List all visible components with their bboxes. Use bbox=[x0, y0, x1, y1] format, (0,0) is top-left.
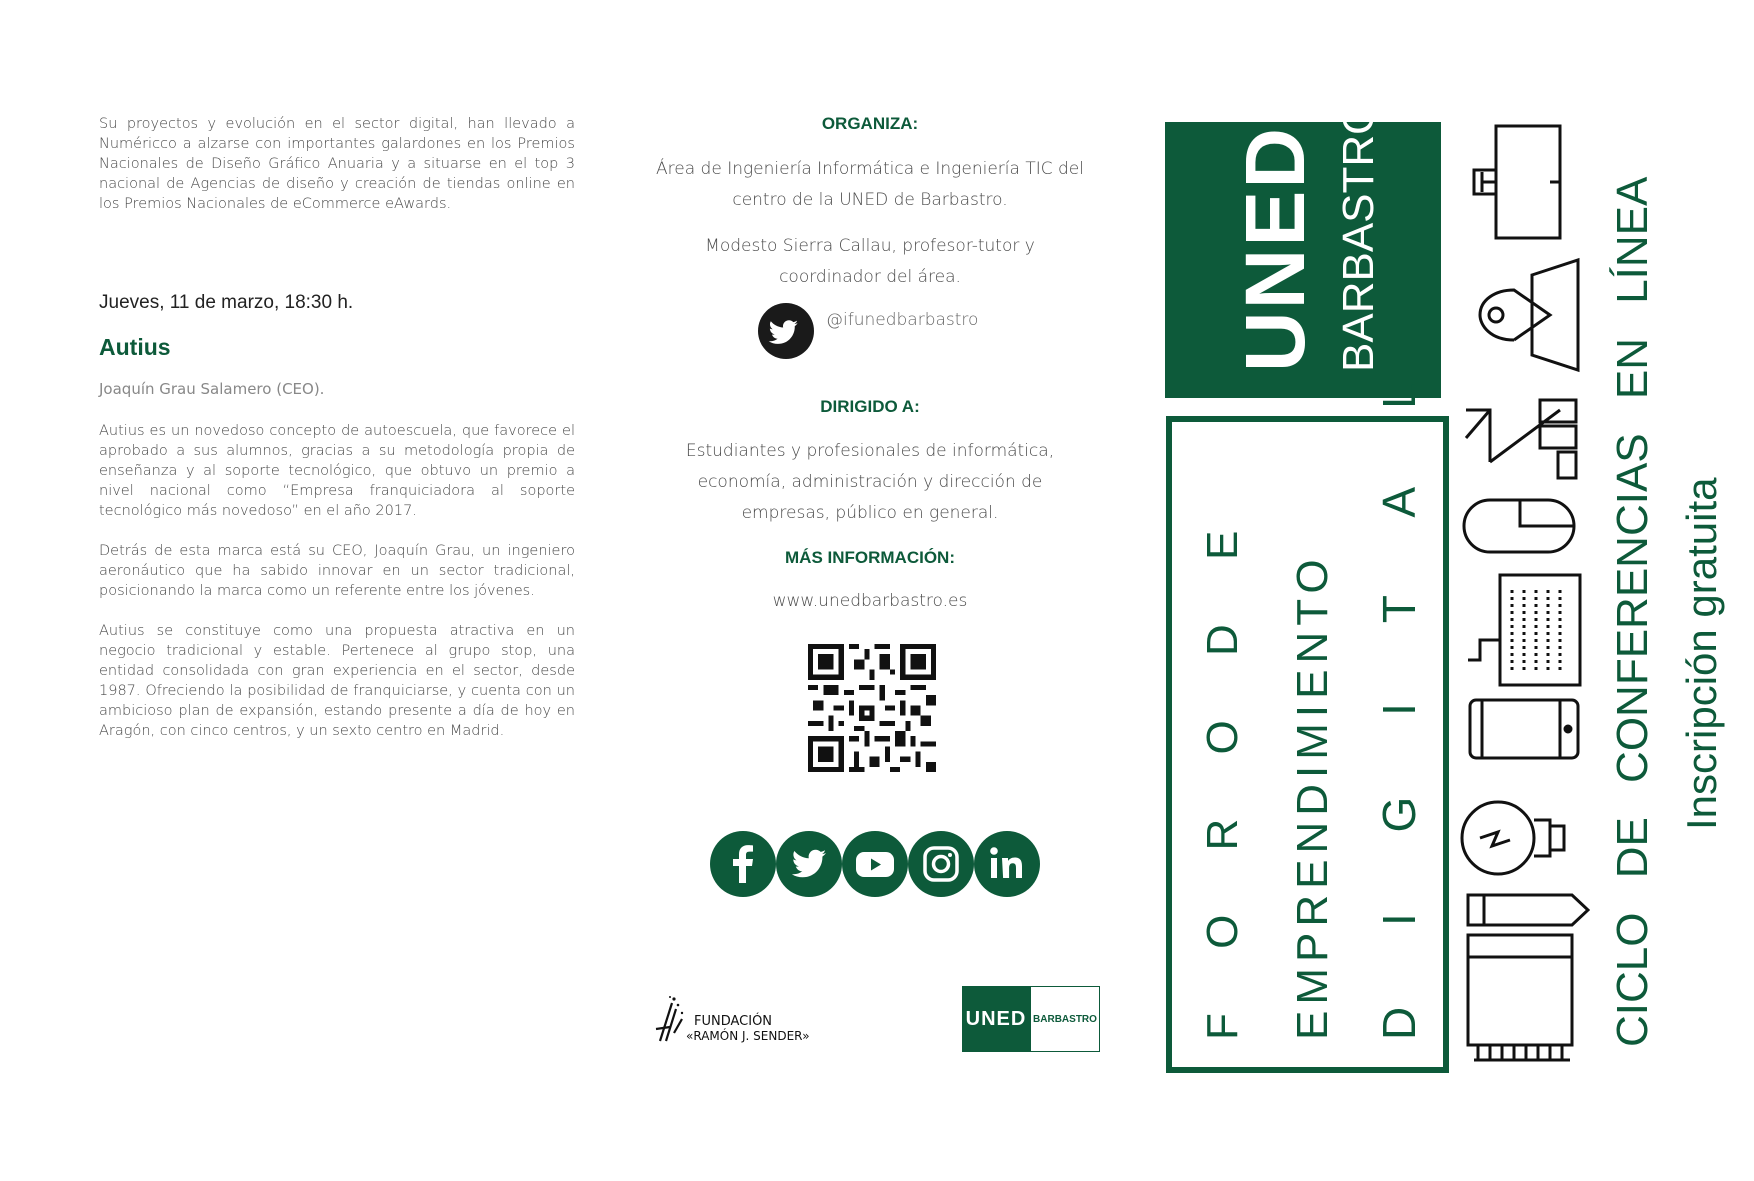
organiza-text: centro de la UNED de Barbastro. bbox=[732, 190, 1008, 210]
dirigido-text: economía, administración y dirección de bbox=[697, 472, 1043, 492]
ceo-name: Joaquín Grau Salamero (CEO). bbox=[99, 380, 325, 398]
briefcase-icon bbox=[1474, 126, 1560, 238]
organiza-heading: ORGANIZA: bbox=[821, 114, 919, 133]
foro-title-line: F O R O D E bbox=[1198, 504, 1247, 1040]
location-pin-icon bbox=[1480, 260, 1578, 370]
instagram-icon[interactable] bbox=[908, 831, 974, 897]
inscripcion-label: Inscripción gratuita bbox=[1678, 477, 1725, 830]
company-title: Autius bbox=[99, 334, 171, 360]
info-heading: MÁS INFORMACIÓN: bbox=[785, 548, 955, 567]
uned-small-logo: UNED bbox=[962, 986, 1030, 1052]
uned-logo: UNED bbox=[1228, 125, 1322, 372]
foro-title-line: EMPRENDIMIENTO bbox=[1288, 553, 1337, 1040]
notepad-icon bbox=[1468, 935, 1572, 1060]
website-link[interactable]: www.unedbarbastro.es bbox=[772, 591, 968, 611]
foro-title-box bbox=[1166, 349, 1449, 1073]
intro-paragraph: Su proyectos y evolución en el sector digital, han llevado a Numéricco a alzarse con importantes galardones en los Premios Nacionales de Diseño Gráfico Anuaria y a situarse en el top 3 nacional de Agencias de diseño y creación de tiendas online en los Premios Nacionales de eCommerce eAwards. bbox=[99, 116, 575, 212]
paragraph: Autius es un novedoso concepto de autoescuela, que favorece el aprobado a sus alumnos, gracias a su metodología propia de enseñanza y al soporte tecnológico, que obtuvo un premio a nivel nacional como “Empresa franquiciadora al soporte tecnológico más novedoso” en el año 2017. bbox=[99, 423, 575, 519]
qr-code[interactable] bbox=[808, 644, 936, 772]
dirigido-heading: DIRIGIDO A: bbox=[820, 397, 920, 416]
bar-chart-icon bbox=[1466, 400, 1576, 478]
organiza-text: Área de Ingeniería Informática e Ingeniería TIC del bbox=[656, 159, 1084, 179]
dirigido-text: Estudiantes y profesionales de informática, bbox=[685, 441, 1055, 461]
smartphone-icon bbox=[1470, 700, 1578, 758]
linkedin-icon[interactable] bbox=[974, 831, 1040, 897]
dirigido-text: empresas, público en general. bbox=[741, 503, 999, 523]
twitter-icon[interactable] bbox=[758, 303, 814, 359]
twitter-handle[interactable]: @ifunedbarbastro bbox=[826, 310, 979, 330]
youtube-icon[interactable] bbox=[842, 831, 908, 897]
twitter-icon[interactable] bbox=[776, 831, 842, 897]
fundacion-name: FUNDACIÓN bbox=[694, 1014, 773, 1029]
middle-column bbox=[630, 114, 1110, 1114]
facebook-icon[interactable] bbox=[710, 831, 776, 897]
paragraph: Autius se constituye como una propuesta atractiva en un negocio tradicional y estable. Pertenece al grupo stop, una entidad consolidada con gran experiencia en el sector, desde 1987. Ofreciendo la posibilidad de franquiciarse, y cuenta con un ambicioso plan de expansión, estando presente a día de hoy en Aragón, con cinco centros, y un sexto centro en Madrid. bbox=[99, 623, 575, 739]
barbastro-label: BARBASTRO bbox=[1334, 100, 1383, 372]
mouse-icon bbox=[1464, 500, 1574, 552]
company-description bbox=[99, 421, 575, 761]
foro-title-line: D I G I T A L bbox=[1373, 349, 1425, 1040]
barbastro-small-logo: BARBASTRO bbox=[1030, 986, 1100, 1052]
fundacion-logo bbox=[652, 989, 832, 1049]
coordinator-text: coordinador del área. bbox=[779, 267, 961, 287]
coordinator-text: Modesto Sierra Callau, profesor-tutor y bbox=[705, 236, 1035, 256]
event-date: Jueves, 11 de marzo, 18:30 h. bbox=[99, 292, 354, 313]
digital-icons-strip bbox=[1460, 120, 1590, 1065]
fundacion-name: «RAMÓN J. SENDER» bbox=[686, 1029, 810, 1043]
paragraph: Detrás de esta marca está su CEO, Joaquín Grau, un ingeniero aeronáutico que ha sabido innovar en un sector tradicional, posicionando la marca como un referente entre los jóvenes. bbox=[99, 543, 575, 599]
left-column bbox=[99, 114, 575, 234]
lightbulb-icon bbox=[1462, 802, 1564, 874]
ciclo-title: CICLO DE CONFERENCIAS EN LÍNEA bbox=[1608, 176, 1657, 1047]
keyboard-icon bbox=[1468, 575, 1580, 685]
pencil-icon bbox=[1468, 895, 1588, 925]
